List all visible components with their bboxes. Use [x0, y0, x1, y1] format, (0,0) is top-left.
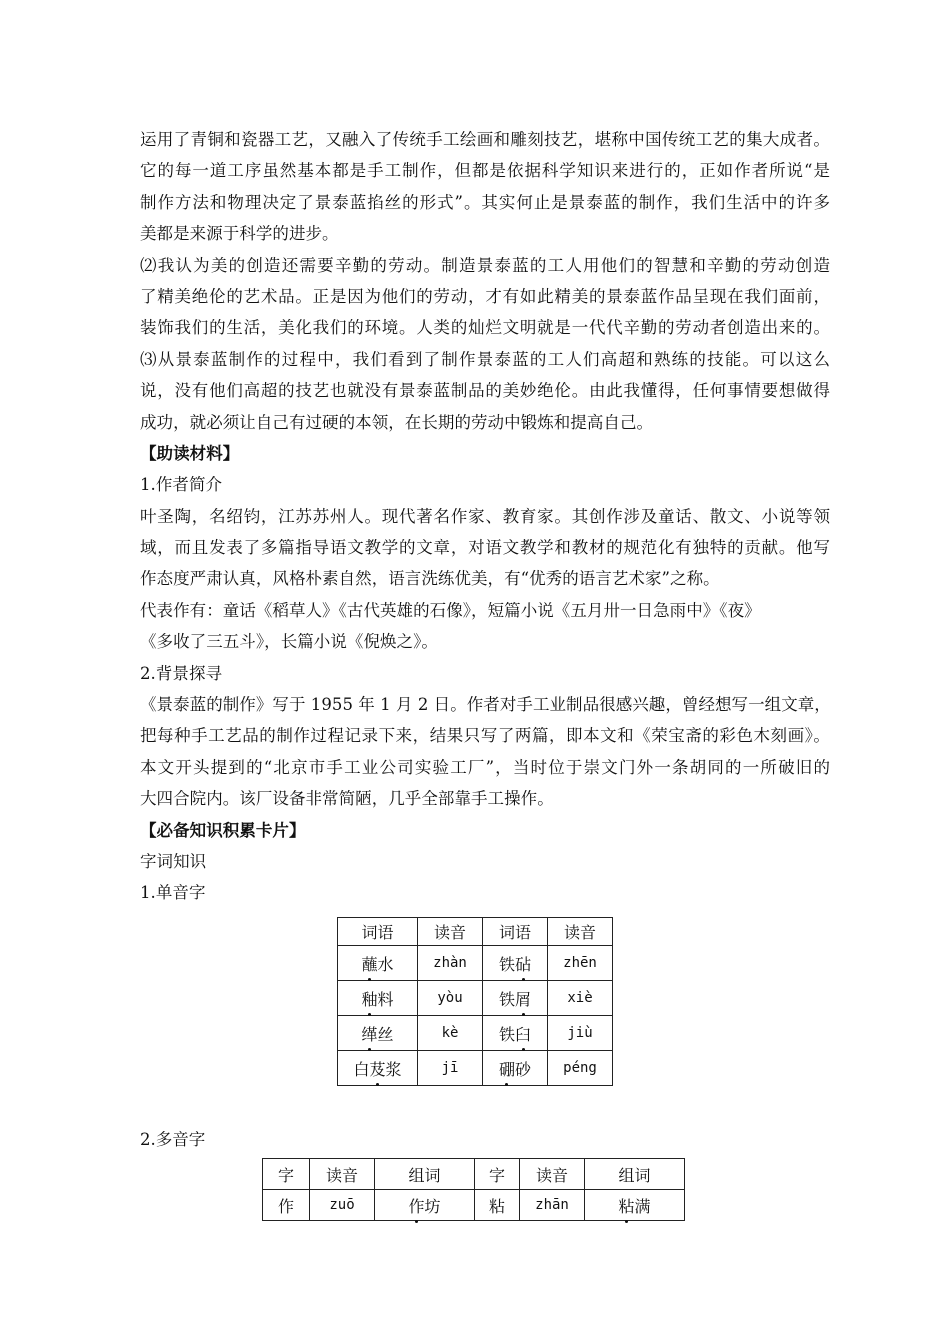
emphasized-character: 蘸 [361, 952, 377, 975]
text-line: 《多收了三五斗》，长篇小说《倪焕之》。 [140, 632, 438, 652]
text-line: 把每种手工艺品的制作过程记录下来，结果只写了两篇，即本文和《荣宝斋的彩色木刻画》。 [140, 726, 830, 746]
table-row [338, 981, 613, 1016]
text-line: 代表作有：童话《稻草人》《古代英雄的石像》，短篇小说《五月卅一日急雨中》《夜》 [140, 600, 761, 620]
word-part: 料 [377, 989, 394, 1009]
table-header-row [338, 918, 613, 946]
text-line: 了精美绝伦的艺术品。正是因为他们的劳动，才有如此精美的景泰蓝作品呈现在我们面前， [140, 286, 830, 306]
column-header: 词语 [338, 918, 418, 946]
emphasized-character: 芨 [369, 1057, 385, 1080]
text-line: 1.单音字 [140, 883, 206, 903]
table-cell [483, 1016, 548, 1051]
text-line: 大四合院内。该厂设备非常简陋，几乎全部靠手工操作。 [140, 789, 554, 809]
column-header: 字 [475, 1159, 520, 1190]
section-heading: 【必备知识积累卡片】 [140, 820, 306, 840]
table-row [263, 1190, 685, 1221]
emphasized-character: 臼 [515, 1022, 531, 1045]
table-cell: péng [548, 1051, 613, 1086]
table-cell [483, 981, 548, 1016]
emphasized-character: 屑 [515, 987, 531, 1010]
table-cell [483, 1051, 548, 1086]
document-body [140, 124, 830, 909]
text-line: ⑵我认为美的创造还需要辛勤的劳动。制造景泰蓝的工人用他们的智慧和辛勤的劳动创造 [140, 255, 830, 275]
table-cell [375, 1190, 475, 1221]
column-header: 词语 [483, 918, 548, 946]
table-cell [338, 946, 418, 981]
table-cell: zhān [520, 1190, 585, 1221]
text-line: ⑶从景泰蓝制作的过程中，我们看到了制作景泰蓝的工人们高超和熟练的技能。可以这么 [140, 349, 830, 369]
text-line: 装饰我们的生活，美化我们的环境。人类的灿烂文明就是一代代辛勤的劳动者创造出来的。 [140, 318, 830, 338]
emphasized-character: 硼 [499, 1057, 515, 1080]
text-line: 叶圣陶，名绍钧，江苏苏州人。现代著名作家、教育家。其创作涉及童话、散文、小说等领 [140, 506, 830, 526]
text-line: 本文开头提到的“北京市手工业公司实验工厂”，当时位于崇文门外一条胡同的一所破旧的 [140, 757, 830, 777]
column-header: 读音 [548, 918, 613, 946]
table-cell: kè [418, 1016, 483, 1051]
text-line: 它的每一道工序虽然基本都是手工制作，但都是依据科学知识来进行的，正如作者所说“是 [140, 161, 830, 181]
word-part: 满 [634, 1196, 651, 1216]
emphasized-character: 粘 [618, 1194, 634, 1217]
table-cell: jī [418, 1051, 483, 1086]
word-part: 丝 [377, 1024, 394, 1044]
emphasized-character: 作 [408, 1194, 424, 1217]
text-line: 作态度严肃认真，风格朴素自然，语言洗练优美，有“优秀的语言艺术家”之称。 [140, 569, 720, 589]
emphasized-character: 釉 [361, 987, 377, 1010]
table-cell: jiù [548, 1016, 613, 1051]
table-cell: xiè [548, 981, 613, 1016]
text-line: 成功，就必须让自己有过硬的本领，在长期的劳动中锻炼和提高自己。 [140, 412, 654, 432]
column-header: 组词 [375, 1159, 475, 1190]
text-line: 《景泰蓝的制作》写于 1955 年 1 月 2 日。作者对手工业制品很感兴趣，曾经想写一组文章， [140, 695, 831, 715]
word-part: 白 [353, 1059, 370, 1079]
text-line: 域，而且发表了多篇指导语文教学的文章，对语文教学和教材的规范化有独特的贡献。他写 [140, 538, 830, 558]
word-part: 铁 [498, 954, 515, 974]
text-line: 字词知识 [140, 851, 207, 871]
single-pronunciation-table [337, 917, 613, 1086]
column-header: 组词 [585, 1159, 685, 1190]
table-cell: zhàn [418, 946, 483, 981]
table-row [338, 946, 613, 981]
table-cell [338, 981, 418, 1016]
text-line: 说，没有他们高超的技艺也就没有景泰蓝制品的美妙绝伦。由此我懂得，任何事情要想做得 [140, 381, 830, 401]
polyphone-table [262, 1158, 685, 1221]
word-part: 砂 [515, 1059, 532, 1079]
table-cell [338, 1051, 418, 1086]
column-header: 读音 [418, 918, 483, 946]
text-line: 制作方法和物理决定了景泰蓝掐丝的形式”。其实何止是景泰蓝的制作，我们生活中的许多 [140, 192, 830, 212]
table-cell [483, 946, 548, 981]
word-part: 浆 [385, 1059, 402, 1079]
table-cell: 作 [263, 1190, 310, 1221]
table-cell: zhēn [548, 946, 613, 981]
table-cell [338, 1016, 418, 1051]
text-line: 2.背景探寻 [140, 663, 223, 683]
text-line: 美都是来源于科学的进步。 [140, 224, 339, 244]
word-part: 坊 [424, 1196, 441, 1216]
column-header: 字 [263, 1159, 310, 1190]
word-part: 铁 [498, 1024, 515, 1044]
emphasized-character: 砧 [515, 952, 531, 975]
polyphone-heading: 2.多音字 [140, 1130, 206, 1149]
table-header-row [263, 1159, 685, 1190]
column-header: 读音 [520, 1159, 585, 1190]
word-part: 水 [377, 954, 394, 974]
text-line: 1.作者简介 [140, 475, 223, 495]
table-row [338, 1016, 613, 1051]
column-header: 读音 [310, 1159, 375, 1190]
table-cell [585, 1190, 685, 1221]
table-cell: zuō [310, 1190, 375, 1221]
text-line: 运用了青铜和瓷器工艺，又融入了传统手工绘画和雕刻技艺，堪称中国传统工艺的集大成者。 [140, 130, 830, 149]
emphasized-character: 缂 [361, 1022, 377, 1045]
word-part: 铁 [498, 989, 515, 1009]
table-cell: 粘 [475, 1190, 520, 1221]
section-heading: 【助读材料】 [140, 443, 240, 463]
table-row [338, 1051, 613, 1086]
table-cell: yòu [418, 981, 483, 1016]
